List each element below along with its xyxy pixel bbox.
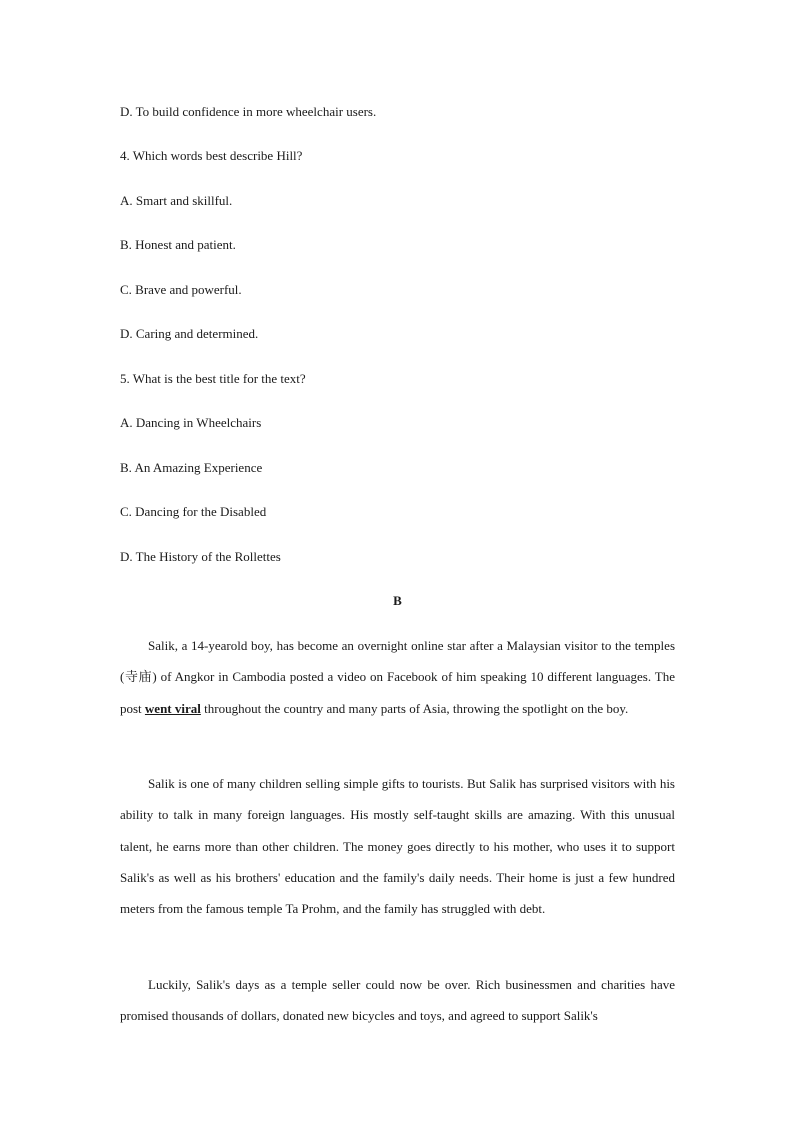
passage-heading: B [393,593,402,608]
highlighted-phrase: went viral [144,700,201,716]
passage-paragraph-1 [120,630,675,724]
q3-option-d: D. To build confidence in more wheelchair users. [120,104,377,119]
q4-option-c: C. Brave and powerful. [120,282,242,297]
q4-option-b: B. Honest and patient. [120,237,236,252]
q4-option-d: D. Caring and determined. [120,326,259,341]
passage-paragraph-3: Luckily, Salik's days as a temple seller could now be over. Rich businessmen and charities have promised thousands of dollars, donated new bicycles and toys, and agreed to support Salik's [120,977,675,1024]
passage-paragraph-2: Salik is one of many children selling simple gifts to tourists. But Salik has surprised visitors with his ability to talk in many foreign languages. His mostly self-taught skills are amazing. With this unusual talent, he earns more than other children. The money goes directly to his mother, who uses it to support Salik's as well as his brothers' education and the family's daily needs. Their home is just a few hundred meters from the famous temple Ta Prohm, and the family has struggled with debt. [120,776,675,917]
q5-option-d: D. The History of the Rollettes [120,549,281,564]
paragraph-1-text-end: throughout the country and many parts of Asia, throwing the spotlight on the boy. [200,700,629,716]
q5-option-a: A. Dancing in Wheelchairs [120,415,262,430]
q5-option-b: B. An Amazing Experience [120,460,263,475]
q4-option-a: A. Smart and skillful. [120,193,233,208]
q4-question: 4. Which words best describe Hill? [120,148,303,163]
document-page [120,0,675,1123]
q5-question: 5. What is the best title for the text? [120,371,306,386]
q5-option-c: C. Dancing for the Disabled [120,504,267,519]
paragraph-1-text-start: Salik, a 14-yearold boy, has become an overnight online star after a Malaysian visitor to the temples (寺庙) of Angkor in Cambodia posted a video on Facebook of him speaking 10 different languages. The post [120,638,675,716]
